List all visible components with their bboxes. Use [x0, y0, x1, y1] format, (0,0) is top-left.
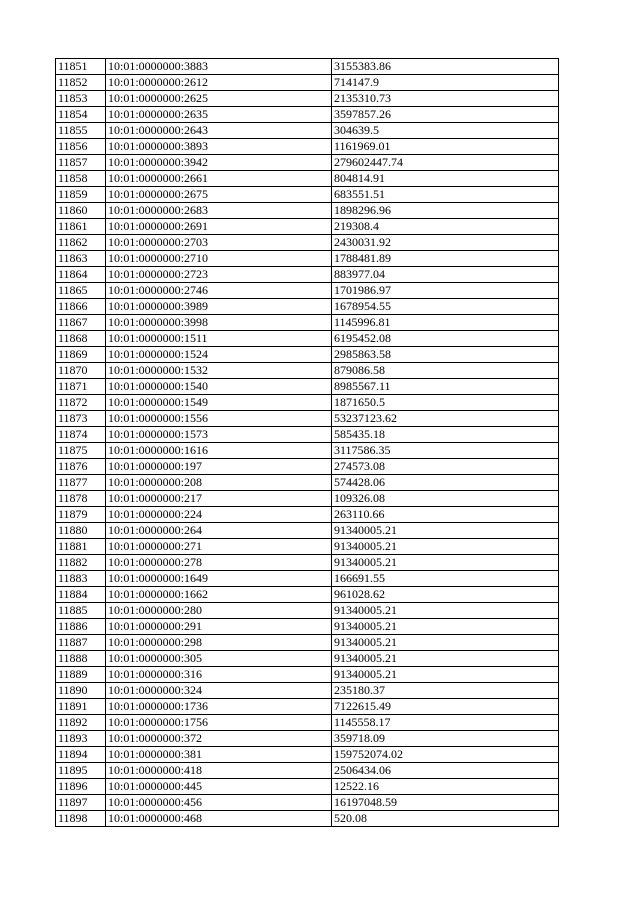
cadastral-number-cell: 10:01:0000000:2746	[106, 283, 332, 299]
value-cell: 879086.58	[332, 363, 559, 379]
value-cell: 91340005.21	[332, 523, 559, 539]
table-row	[56, 571, 559, 587]
table-row	[56, 123, 559, 139]
table-row	[56, 59, 559, 75]
value-cell: 574428.06	[332, 475, 559, 491]
cadastral-number-cell: 10:01:0000000:445	[106, 779, 332, 795]
table-row	[56, 315, 559, 331]
value-cell: 359718.09	[332, 731, 559, 747]
cadastral-number-cell: 10:01:0000000:1524	[106, 347, 332, 363]
table-row	[56, 651, 559, 667]
row-number-cell: 11880	[56, 523, 106, 539]
value-cell: 219308.4	[332, 219, 559, 235]
value-cell: 804814.91	[332, 171, 559, 187]
cadastral-number-cell: 10:01:0000000:280	[106, 603, 332, 619]
row-number-cell: 11889	[56, 667, 106, 683]
row-number-cell: 11877	[56, 475, 106, 491]
table-row	[56, 91, 559, 107]
row-number-cell: 11858	[56, 171, 106, 187]
row-number-cell: 11892	[56, 715, 106, 731]
value-cell: 3117586.35	[332, 443, 559, 459]
table-row	[56, 347, 559, 363]
table-row	[56, 811, 559, 827]
value-cell: 2430031.92	[332, 235, 559, 251]
table-row	[56, 251, 559, 267]
row-number-cell: 11870	[56, 363, 106, 379]
cadastral-number-cell: 10:01:0000000:1616	[106, 443, 332, 459]
value-cell: 91340005.21	[332, 603, 559, 619]
table-row	[56, 427, 559, 443]
value-cell: 1898296.96	[332, 203, 559, 219]
value-cell: 159752074.02	[332, 747, 559, 763]
row-number-cell: 11885	[56, 603, 106, 619]
table-body	[56, 59, 559, 827]
value-cell: 1161969.01	[332, 139, 559, 155]
cadastral-number-cell: 10:01:0000000:1532	[106, 363, 332, 379]
table-row	[56, 763, 559, 779]
value-cell: 520.08	[332, 811, 559, 827]
value-cell: 883977.04	[332, 267, 559, 283]
table-row	[56, 491, 559, 507]
cadastral-number-cell: 10:01:0000000:264	[106, 523, 332, 539]
value-cell: 585435.18	[332, 427, 559, 443]
row-number-cell: 11854	[56, 107, 106, 123]
row-number-cell: 11864	[56, 267, 106, 283]
cadastral-number-cell: 10:01:0000000:278	[106, 555, 332, 571]
row-number-cell: 11888	[56, 651, 106, 667]
value-cell: 279602447.74	[332, 155, 559, 171]
cadastral-number-cell: 10:01:0000000:224	[106, 507, 332, 523]
row-number-cell: 11876	[56, 459, 106, 475]
cadastral-number-cell: 10:01:0000000:1662	[106, 587, 332, 603]
value-cell: 2135310.73	[332, 91, 559, 107]
table-row	[56, 219, 559, 235]
row-number-cell: 11873	[56, 411, 106, 427]
table-row	[56, 139, 559, 155]
row-number-cell: 11884	[56, 587, 106, 603]
cadastral-number-cell: 10:01:0000000:372	[106, 731, 332, 747]
table-row	[56, 363, 559, 379]
table-row	[56, 587, 559, 603]
table-row	[56, 171, 559, 187]
cadastral-number-cell: 10:01:0000000:1540	[106, 379, 332, 395]
value-cell: 2506434.06	[332, 763, 559, 779]
value-cell: 91340005.21	[332, 539, 559, 555]
table-row	[56, 155, 559, 171]
cadastral-number-cell: 10:01:0000000:2723	[106, 267, 332, 283]
table-row	[56, 715, 559, 731]
table-row	[56, 555, 559, 571]
value-cell: 109326.08	[332, 491, 559, 507]
row-number-cell: 11898	[56, 811, 106, 827]
table-row	[56, 411, 559, 427]
row-number-cell: 11867	[56, 315, 106, 331]
row-number-cell: 11853	[56, 91, 106, 107]
row-number-cell: 11891	[56, 699, 106, 715]
row-number-cell: 11896	[56, 779, 106, 795]
value-cell: 1145558.17	[332, 715, 559, 731]
cadastral-number-cell: 10:01:0000000:324	[106, 683, 332, 699]
cadastral-number-cell: 10:01:0000000:3942	[106, 155, 332, 171]
cadastral-number-cell: 10:01:0000000:1549	[106, 395, 332, 411]
cadastral-number-cell: 10:01:0000000:3989	[106, 299, 332, 315]
row-number-cell: 11868	[56, 331, 106, 347]
cadastral-number-cell: 10:01:0000000:2675	[106, 187, 332, 203]
row-number-cell: 11875	[56, 443, 106, 459]
cadastral-number-cell: 10:01:0000000:197	[106, 459, 332, 475]
table-row	[56, 603, 559, 619]
cadastral-number-cell: 10:01:0000000:3998	[106, 315, 332, 331]
table-row	[56, 299, 559, 315]
table-row	[56, 203, 559, 219]
table-row	[56, 779, 559, 795]
row-number-cell: 11863	[56, 251, 106, 267]
table-row	[56, 635, 559, 651]
table-row	[56, 267, 559, 283]
cadastral-number-cell: 10:01:0000000:468	[106, 811, 332, 827]
cadastral-number-cell: 10:01:0000000:2710	[106, 251, 332, 267]
table-row	[56, 699, 559, 715]
value-cell: 1678954.55	[332, 299, 559, 315]
table-row	[56, 283, 559, 299]
row-number-cell: 11887	[56, 635, 106, 651]
data-table	[55, 58, 559, 827]
table-row	[56, 75, 559, 91]
cadastral-number-cell: 10:01:0000000:271	[106, 539, 332, 555]
value-cell: 235180.37	[332, 683, 559, 699]
cadastral-number-cell: 10:01:0000000:3893	[106, 139, 332, 155]
table-row	[56, 731, 559, 747]
row-number-cell: 11859	[56, 187, 106, 203]
table-row	[56, 395, 559, 411]
value-cell: 8985567.11	[332, 379, 559, 395]
value-cell: 714147.9	[332, 75, 559, 91]
row-number-cell: 11861	[56, 219, 106, 235]
cadastral-number-cell: 10:01:0000000:1573	[106, 427, 332, 443]
cadastral-number-cell: 10:01:0000000:2625	[106, 91, 332, 107]
row-number-cell: 11862	[56, 235, 106, 251]
table-row	[56, 459, 559, 475]
cadastral-number-cell: 10:01:0000000:1556	[106, 411, 332, 427]
value-cell: 304639.5	[332, 123, 559, 139]
cadastral-number-cell: 10:01:0000000:2612	[106, 75, 332, 91]
value-cell: 2985863.58	[332, 347, 559, 363]
row-number-cell: 11881	[56, 539, 106, 555]
value-cell: 1701986.97	[332, 283, 559, 299]
cadastral-number-cell: 10:01:0000000:1511	[106, 331, 332, 347]
row-number-cell: 11851	[56, 59, 106, 75]
row-number-cell: 11860	[56, 203, 106, 219]
cadastral-number-cell: 10:01:0000000:291	[106, 619, 332, 635]
cadastral-number-cell: 10:01:0000000:381	[106, 747, 332, 763]
table-row	[56, 667, 559, 683]
row-number-cell: 11883	[56, 571, 106, 587]
value-cell: 263110.66	[332, 507, 559, 523]
cadastral-number-cell: 10:01:0000000:2683	[106, 203, 332, 219]
value-cell: 1788481.89	[332, 251, 559, 267]
row-number-cell: 11857	[56, 155, 106, 171]
table-row	[56, 523, 559, 539]
row-number-cell: 11871	[56, 379, 106, 395]
table-row	[56, 443, 559, 459]
row-number-cell: 11894	[56, 747, 106, 763]
table-row	[56, 683, 559, 699]
table-row	[56, 507, 559, 523]
table-row	[56, 539, 559, 555]
value-cell: 91340005.21	[332, 555, 559, 571]
row-number-cell: 11869	[56, 347, 106, 363]
value-cell: 683551.51	[332, 187, 559, 203]
cadastral-number-cell: 10:01:0000000:1649	[106, 571, 332, 587]
value-cell: 91340005.21	[332, 667, 559, 683]
table-row	[56, 187, 559, 203]
cadastral-number-cell: 10:01:0000000:2691	[106, 219, 332, 235]
cadastral-number-cell: 10:01:0000000:1736	[106, 699, 332, 715]
row-number-cell: 11872	[56, 395, 106, 411]
table-row	[56, 331, 559, 347]
row-number-cell: 11897	[56, 795, 106, 811]
cadastral-number-cell: 10:01:0000000:208	[106, 475, 332, 491]
row-number-cell: 11856	[56, 139, 106, 155]
row-number-cell: 11890	[56, 683, 106, 699]
row-number-cell: 11865	[56, 283, 106, 299]
cadastral-number-cell: 10:01:0000000:3883	[106, 59, 332, 75]
value-cell: 961028.62	[332, 587, 559, 603]
row-number-cell: 11878	[56, 491, 106, 507]
table-row	[56, 235, 559, 251]
cadastral-number-cell: 10:01:0000000:2661	[106, 171, 332, 187]
cadastral-number-cell: 10:01:0000000:2635	[106, 107, 332, 123]
row-number-cell: 11879	[56, 507, 106, 523]
row-number-cell: 11852	[56, 75, 106, 91]
table-row	[56, 747, 559, 763]
table-row	[56, 475, 559, 491]
cadastral-number-cell: 10:01:0000000:298	[106, 635, 332, 651]
value-cell: 274573.08	[332, 459, 559, 475]
value-cell: 7122615.49	[332, 699, 559, 715]
table-row	[56, 619, 559, 635]
value-cell: 91340005.21	[332, 651, 559, 667]
cadastral-number-cell: 10:01:0000000:2703	[106, 235, 332, 251]
cadastral-number-cell: 10:01:0000000:217	[106, 491, 332, 507]
table-row	[56, 379, 559, 395]
cadastral-number-cell: 10:01:0000000:418	[106, 763, 332, 779]
value-cell: 3597857.26	[332, 107, 559, 123]
value-cell: 6195452.08	[332, 331, 559, 347]
cadastral-number-cell: 10:01:0000000:305	[106, 651, 332, 667]
row-number-cell: 11866	[56, 299, 106, 315]
value-cell: 1145996.81	[332, 315, 559, 331]
value-cell: 16197048.59	[332, 795, 559, 811]
row-number-cell: 11855	[56, 123, 106, 139]
value-cell: 1871650.5	[332, 395, 559, 411]
row-number-cell: 11893	[56, 731, 106, 747]
cadastral-number-cell: 10:01:0000000:316	[106, 667, 332, 683]
value-cell: 12522.16	[332, 779, 559, 795]
table-row	[56, 107, 559, 123]
row-number-cell: 11882	[56, 555, 106, 571]
value-cell: 91340005.21	[332, 619, 559, 635]
cadastral-number-cell: 10:01:0000000:2643	[106, 123, 332, 139]
value-cell: 166691.55	[332, 571, 559, 587]
value-cell: 3155383.86	[332, 59, 559, 75]
table-row	[56, 795, 559, 811]
cadastral-number-cell: 10:01:0000000:456	[106, 795, 332, 811]
cadastral-number-cell: 10:01:0000000:1756	[106, 715, 332, 731]
value-cell: 53237123.62	[332, 411, 559, 427]
row-number-cell: 11874	[56, 427, 106, 443]
row-number-cell: 11886	[56, 619, 106, 635]
row-number-cell: 11895	[56, 763, 106, 779]
value-cell: 91340005.21	[332, 635, 559, 651]
